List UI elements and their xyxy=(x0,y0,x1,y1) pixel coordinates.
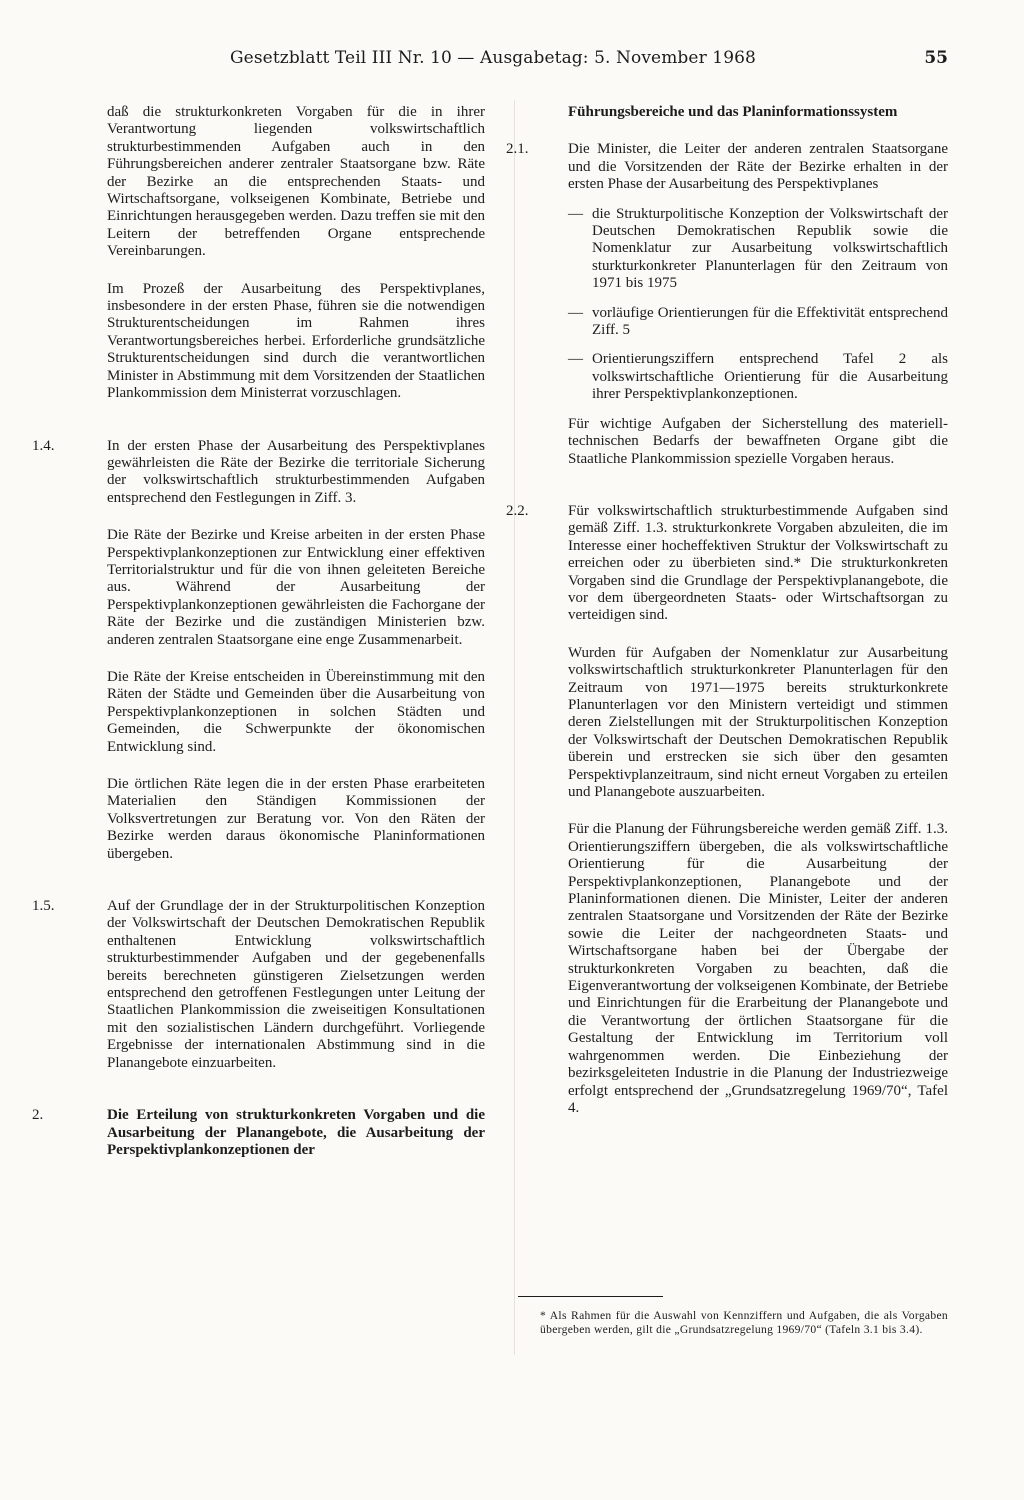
paragraph: Für wichtige Aufgaben der Sicherstellung des materiell-technischen Bedarfs der bewaffneten Organe gibt die Staatliche Plankommission spezielle Vorgaben heraus. xyxy=(568,415,948,467)
list-item xyxy=(568,305,948,340)
dash-bullet: — xyxy=(568,205,583,222)
paragraph: daß die strukturkonkreten Vorgaben für die in ihrer Verantwortung liegenden volkswirtschaftlich strukturbestimmenden Aufgaben auch in den Führungsbereichen anderer zentraler Staatsorgane bzw. Räte der Bezirke an die entsprechenden Staats- und Wirtschaftsorgane, volkseigenen Kombinate, Betriebe und Einrichtungen herausgegeben werden. Dazu treffen sie mit den Leitern der betreffenden Organe entsprechende Vereinbarungen. xyxy=(107,104,485,260)
section-2 xyxy=(32,1107,485,1159)
section-1-4 xyxy=(32,437,485,864)
footnote-rule xyxy=(518,1296,663,1297)
paragraph: Auf der Grundlage der in der Strukturpolitischen Konzeption der Volkswirtschaft der Deutschen Demokratischen Republik enthaltenen Entwicklung volkswirtschaftlich strukturbestimmender Aufgaben und der gegebenenfalls bereits berechneten günstigeren Zielsetzungen werden entsprechend den getroffenen Festlegungen unter Leitung der Staatlichen Plankommission die zweiseitigen Konsultationen mit den sozialistischen Ländern durchgeführt. Vorliegende Ergebnisse der internationalen Abstimmung sind in die Planangebote einzuarbeiten. xyxy=(107,898,485,1071)
section-number: 1.5. xyxy=(32,898,55,915)
section-number: 2.1. xyxy=(506,141,529,158)
dash-bullet: — xyxy=(568,304,583,321)
section-2-2 xyxy=(506,502,948,1117)
list-item xyxy=(568,206,948,293)
right-column xyxy=(506,104,948,1117)
page-number: 55 xyxy=(924,48,948,68)
dash-bullet: — xyxy=(568,351,583,368)
left-column xyxy=(32,104,485,1159)
section-heading-continued: Führungsbereiche und das Planinformationssystem xyxy=(568,104,898,120)
paragraph: In der ersten Phase der Ausarbeitung des Perspektivplanes gewährleisten die Räte der Bezirke die territoriale Sicherung der volkswirtschaftlich strukturbestimmenden Aufgaben entsprechend den Festlegungen in Ziff. 3. xyxy=(107,437,485,506)
section-2-1 xyxy=(506,141,948,468)
column-divider xyxy=(514,100,515,1355)
paragraph: Im Prozeß der Ausarbeitung des Perspektivplanes, insbesondere in der ersten Phase, führen sie die notwendigen Strukturentscheidungen im Rahmen ihres Verantwortungsbereiches herbei. Erforderliche grundsätzliche Strukturentscheidungen sind durch die verantwortlichen Minister in Abstimmung mit dem Vorsitzenden der Staatlichen Plankommission dem Ministerrat vorzuschlagen. xyxy=(107,280,485,402)
paragraph: Die Räte der Kreise entscheiden in Übereinstimmung mit den Räten der Städte und Gemeinden über die Ausarbeitung von Perspektivplankonzeptionen in solchen Städten und Gemeinden, die Schwerpunkte der ökonomischen Entwicklung sind. xyxy=(107,668,485,755)
footnote-text: * Als Rahmen für die Auswahl von Kennziffern und Aufgaben, die als Vorgaben übergeben werden, gilt die „Grundsatzregelung 1969/70“ (Tafeln 3.1 bis 3.4). xyxy=(540,1309,948,1336)
list-item-text: die Strukturpolitische Konzeption der Volkswirtschaft der Deutschen Demokratischen Republik sowie die Nomenklatur zur Ausarbeitung volkswirtschaftlich sturkturkonkreter Planunterlagen für den Zeitraum von 1971 bis 1975 xyxy=(592,205,948,292)
footnote xyxy=(518,1296,948,1336)
section-heading: Die Erteilung von strukturkonkreten Vorgaben und die Ausarbeitung der Planangebote, die Ausarbeitung der Perspektivplankonzeptionen der xyxy=(107,1107,485,1158)
paragraph: Wurden für Aufgaben der Nomenklatur zur Ausarbeitung volkswirtschaftlich strukturkonkreter Planunterlagen für den Zeitraum von 1971—1975 bereits strukturkonkrete Planunterlagen vor den Ministern verteidigt und stimmen deren Zielstellungen mit der Strukturpolitischen Konzeption der Volkswirtschaft der Deutschen Demokratischen Republik überein und erstrecken sie sich über den gesamten Perspektivplanzeitraum, sind nicht erneut Vorgaben zu erteilen und Planangebote auszuarbeiten. xyxy=(568,644,948,800)
paragraph: Für die Planung der Führungsbereiche werden gemäß Ziff. 1.3. Orientierungsziffern übergeben, die als volkswirtschaftliche Orientierung für die Ausarbeitung der Perspektivplankonzeptionen, Planangebote und der Planinformationen dienen. Die Minister, Leiter der anderen zentralen Staatsorgane und Vorsitzenden der Räte der Bezirke sowie die Leiter der nachgeordneten Staats- und Wirtschaftsorgane haben bei der Übergabe der strukturkonkreten Vorgaben zu beachten, daß die Eigenverantwortung der volkseigenen Kombinate, der Betriebe und Einrichtungen für die Erarbeitung der Planangebote und die Verantwortung der örtlichen Staatsorgane für die Gestaltung der Entwicklung im Territorium voll wahrgenommen werden. Die Einbeziehung der bezirksgeleiteten Industrie in die Planung der Industriezweige erfolgt entsprechend der „Grundsatzregelung 1969/70“, Tafel 4. xyxy=(568,821,948,1116)
paragraph: Die Räte der Bezirke und Kreise arbeiten in der ersten Phase Perspektivplankonzeptionen zur Entwicklung einer effektiven Territorialstruktur und für die von ihnen geleiteten Bereiche aus. Während der Ausarbeitung der Perspektivplankonzeptionen gewährleisten die Fachorgane der Räte der Bezirke und die zuständigen Ministerien bzw. anderen zentralen Staatsorgane eine enge Zusammenarbeit. xyxy=(107,527,485,648)
paragraph: Für volkswirtschaftlich strukturbestimmende Aufgaben sind gemäß Ziff. 1.3. strukturkonkrete Vorgaben abzuleiten, die im Interesse einer hocheffektiven Struktur der Volkswirtschaft zu erreichen oder zu überbieten sind.* Die strukturkonkreten Vorgaben sind die Grundlage der Perspektivplanangebote, die vor dem übergeordneten Staats- oder Wirtschaftsorgan zu verteidigen sind. xyxy=(568,502,948,624)
list-item-text: vorläufige Orientierungen für die Effektivität entsprechend Ziff. 5 xyxy=(592,304,948,339)
section-1-5 xyxy=(32,898,485,1072)
gazette-header-title: Gesetzblatt Teil III Nr. 10 — Ausgabetag: 5. November 1968 xyxy=(230,48,756,68)
list-item-text: Orientierungsziffern entsprechend Tafel 2 als volkswirtschaftliche Orientierung für die Ausarbeitung ihrer Perspektivplankonzeptionen. xyxy=(592,351,948,403)
section-number: 2.2. xyxy=(506,502,529,519)
section-number: 1.4. xyxy=(32,437,55,454)
list-item xyxy=(568,351,948,403)
paragraph: Die Minister, die Leiter der anderen zentralen Staatsorgane und die Vorsitzenden der Räte der Bezirke erhalten in der ersten Phase der Ausarbeitung des Perspektivplanes xyxy=(568,141,948,193)
page-header xyxy=(200,48,960,74)
section-number: 2. xyxy=(32,1107,44,1124)
paragraph: Die örtlichen Räte legen die in der ersten Phase erarbeiteten Materialien den Ständigen Kommissionen der Volksvertretungen zur Beratung vor. Von den Räten der Bezirke werden daraus ökonomische Planinformationen übergeben. xyxy=(107,776,485,862)
